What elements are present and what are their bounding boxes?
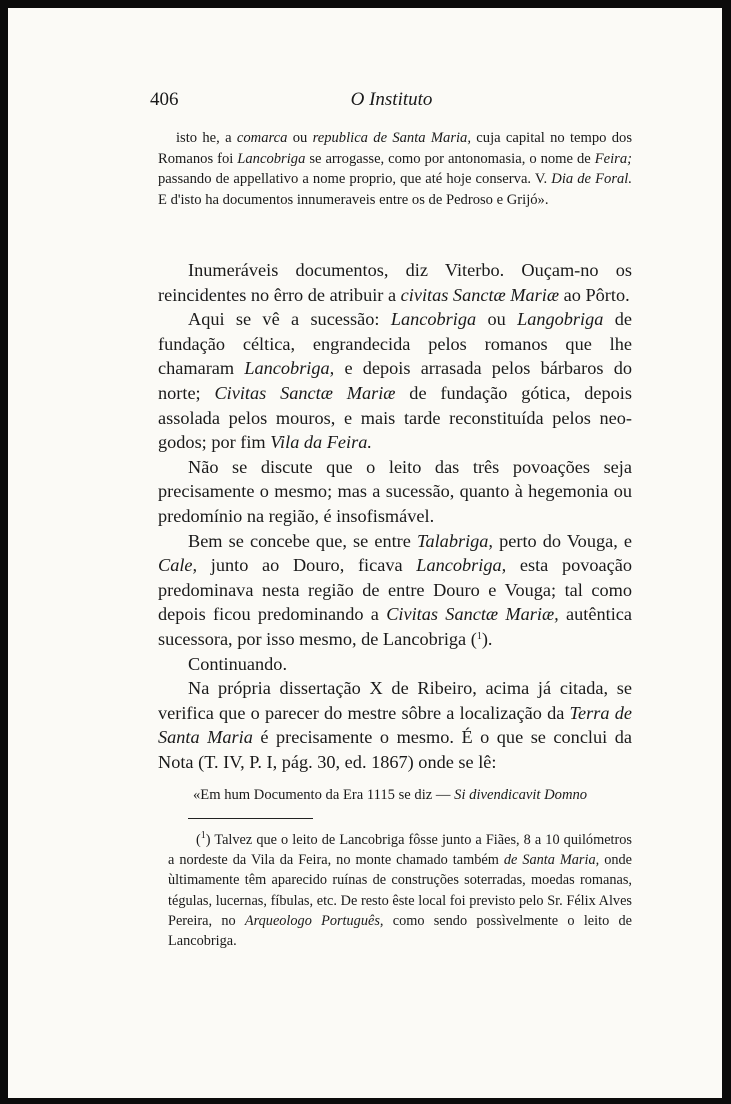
italic-text: Vila da Feira.: [270, 432, 372, 453]
footnote: [168, 830, 632, 951]
italic-text: Lancobriga: [390, 309, 477, 330]
italic-text: republica de Santa Maria,: [312, 130, 472, 146]
italic-text: Lancobriga,: [416, 555, 507, 576]
text-run: isto he, a: [176, 130, 237, 146]
body-paragraph-4: [158, 529, 632, 652]
text-run: é precisamente o mesmo. É o que se conclui da Nota (T. IV, P. I, pág. 30, ed. 1867) onde se lê:: [158, 727, 632, 772]
italic-text: civitas Sanctæ Mariæ: [400, 284, 560, 305]
italic-text: Talabriga,: [416, 530, 494, 551]
text-run: E d'isto ha documentos innumeraveis entre os de Pedroso e Grijó».: [158, 191, 549, 208]
main-text: [158, 258, 632, 774]
italic-text: Langobriga: [517, 309, 604, 330]
text-run: ou: [476, 309, 518, 330]
text-run: Inumeráveis documentos, diz Viterbo. Ouçam-no os reincidentes no êrro de atribuir a: [158, 260, 632, 305]
footnote-marker: 1: [476, 630, 482, 642]
text-run: Continuando.: [188, 653, 288, 674]
text-run: esta povoação predominava nesta região de entre Douro e Vouga; tal como depois ficou predominando a: [158, 555, 632, 625]
text-run: «Em hum Documento da Era 1115 se diz —: [193, 787, 455, 803]
running-title: O Instituto: [350, 89, 433, 110]
text-run: de fundação gótica, depois assolada pelos mouros, e mais tarde reconstituída pelos neo-godos; por fim: [158, 382, 632, 453]
italic-text: Lancobriga,: [244, 358, 335, 379]
text-run: autêntica sucessora, por isso mesmo, de Lancobriga (: [158, 604, 633, 649]
text-run: cuja capital no tempo dos Romanos foi: [158, 130, 633, 167]
text-run: ou: [287, 130, 313, 146]
italic-text: de Santa Maria,: [503, 852, 600, 869]
italic-text: comarca: [236, 130, 288, 146]
text-run: e depois arrasada pelos bárbaros do norte;: [158, 358, 633, 403]
quote-paragraph: [158, 128, 632, 210]
text-run: Aqui se vê a sucessão:: [188, 309, 391, 330]
text-run: se arrogasse, como por antonomasia, o nome de: [305, 150, 595, 167]
text-run: Bem se concebe que, se entre: [188, 530, 417, 551]
text-run: de fundação céltica, engrandecida pelos romanos que lhe chamaram: [158, 309, 632, 379]
body-paragraph-2: [158, 307, 632, 455]
text-run: Na própria dissertação X de Ribeiro, acima já citada, se verifica que o parecer do mestre sôbre a localização da: [158, 678, 632, 723]
text-run: Não se discute que o leito das três povoações seja precisamente o mesmo; mas a sucessão, quanto à hegemonia ou predomínio na região, é insofismável.: [158, 456, 632, 526]
page-number: 406: [150, 89, 179, 110]
italic-text: Cale,: [158, 555, 198, 576]
footnote-text: [168, 830, 632, 951]
italic-text: Lancobriga: [237, 150, 306, 167]
citation-line: [193, 785, 633, 805]
book-page: [8, 8, 722, 1098]
italic-text: Terra de Santa Maria: [158, 702, 632, 748]
body-paragraph-3: [158, 455, 632, 529]
text-run: ).: [481, 628, 493, 649]
page-header: [150, 83, 633, 115]
body-paragraph-6: [158, 676, 632, 774]
body-paragraph-1: [158, 258, 632, 307]
quoted-passage: [158, 128, 632, 210]
italic-text: Feira;: [594, 150, 632, 167]
text-run: (: [196, 832, 201, 848]
italic-text: Civitas Sanctæ Mariæ,: [386, 604, 559, 625]
text-run: ) Talvez que o leito de Lancobriga fôsse junto a Fiães, 8 a 10 quilómetros a nordeste da Vila da Feira, no monte chamado também: [168, 832, 632, 869]
body-paragraph-5: [158, 652, 632, 677]
italic-text: Dia de Foral.: [551, 171, 632, 187]
italic-text: Si divendicavit Domno: [454, 787, 588, 803]
footnote-marker: 1: [200, 830, 206, 841]
text-run: como sendo possìvelmente o leito de Lancobriga.: [168, 912, 632, 950]
italic-text: Civitas Sanctæ Mariæ: [214, 382, 396, 403]
text-run: ao Pôrto.: [559, 284, 630, 305]
italic-text: Arqueologo Português,: [244, 912, 384, 929]
text-run: junto ao Douro, ficava: [197, 555, 417, 576]
text-run: passando de appellativo a nome proprio, que até hoje conserva. V.: [158, 171, 552, 187]
footnote-divider: [188, 818, 313, 819]
text-run: perto do Vouga, e: [493, 530, 632, 551]
text-run: onde ùltimamente têm aparecido ruínas de construções soterradas, moedas romanas, tégulas, lucernas, fíbulas, etc. De resto êste local foi previsto pelo Sr. Félix Alves Pereira, no: [168, 852, 632, 929]
